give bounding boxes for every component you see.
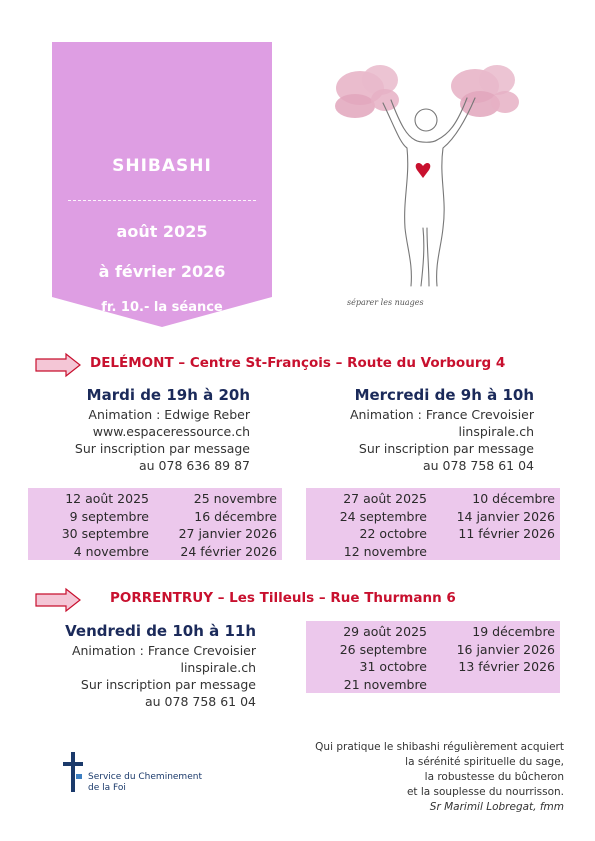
figure-drawing [325, 48, 525, 298]
dates-column-2 [436, 623, 555, 676]
date-item: 9 septembre [69, 508, 149, 524]
date-item: 21 novembre [343, 676, 427, 692]
arrow-right-icon [34, 587, 82, 613]
cross-icon [62, 750, 86, 794]
quote-line: Qui pratique le shibashi régulièrement acquiert [315, 741, 564, 753]
right-cloud-icon [451, 65, 519, 117]
date-item: 27 janvier 2026 [178, 526, 277, 541]
date-item: 4 novembre [73, 543, 149, 559]
illustration-caption: séparer les nuages [347, 298, 424, 307]
logo-line-2: de la Foi [88, 783, 126, 793]
dates-column-1 [306, 490, 427, 560]
date-item: 24 février 2026 [180, 543, 277, 559]
date-item: 22 octobre [359, 526, 427, 541]
date-item: 12 août 2025 [65, 491, 149, 506]
session-time: Vendredi de 10h à 11h [65, 622, 256, 640]
dates-column-1 [28, 490, 149, 560]
banner-title: SHIBASHI [112, 156, 212, 176]
session-inscription: Sur inscription par message [80, 677, 256, 692]
session-animator: Animation : France Crevoisier [349, 407, 534, 422]
banner-price: fr. 10.- la séance [101, 300, 223, 315]
arrow-right-icon [34, 352, 82, 378]
delemont-tuesday-info [40, 384, 250, 474]
session-phone: au 078 758 61 04 [144, 694, 256, 709]
banner-divider [68, 200, 256, 201]
date-item: 11 février 2026 [458, 526, 555, 541]
session-phone: au 078 758 61 04 [422, 458, 534, 473]
dates-column-2 [158, 490, 277, 560]
session-time: Mardi de 19h à 20h [86, 386, 250, 404]
left-cloud-icon [335, 65, 399, 118]
session-website[interactable]: linspirale.ch [180, 660, 256, 675]
quote-line: la sérénité spirituelle du sage, [405, 756, 564, 768]
date-item: 10 décembre [472, 491, 555, 506]
quote-block [270, 740, 564, 815]
session-animator: Animation : France Crevoisier [71, 643, 256, 658]
date-item: 25 novembre [193, 491, 277, 506]
session-inscription: Sur inscription par message [358, 441, 534, 456]
delemont-wednesday-info [300, 384, 534, 474]
session-inscription: Sur inscription par message [74, 441, 250, 456]
date-item: 12 novembre [343, 543, 427, 559]
date-item: 27 août 2025 [343, 491, 427, 506]
date-item: 19 décembre [472, 624, 555, 639]
heart-icon [416, 163, 431, 178]
date-item: 14 janvier 2026 [456, 508, 555, 524]
quote-line: la robustesse du bûcheron [424, 771, 564, 783]
logo-line-1: Service du Cheminement [88, 772, 202, 782]
dates-column-1 [306, 623, 427, 693]
banner-period-start: août 2025 [116, 222, 208, 241]
date-item: 24 septembre [339, 508, 427, 524]
title-banner [52, 42, 272, 327]
quote-author: Sr Marimil Lobregat, fmm [429, 801, 564, 813]
date-item: 26 septembre [339, 641, 427, 657]
logo-text [88, 772, 202, 794]
date-item: 31 octobre [359, 659, 427, 674]
session-website[interactable]: www.espaceressource.ch [92, 424, 250, 439]
banner-period-end: à février 2026 [98, 262, 226, 281]
porrentruy-friday-dates [306, 621, 560, 693]
banner-shape [52, 42, 272, 327]
session-website[interactable]: linspirale.ch [458, 424, 534, 439]
session-phone: au 078 636 89 87 [138, 458, 250, 473]
dates-column-2 [436, 490, 555, 543]
figure-outline [383, 98, 475, 286]
date-item: 16 janvier 2026 [456, 641, 555, 657]
date-item: 29 août 2025 [343, 624, 427, 639]
porrentruy-friday-info [28, 620, 256, 710]
date-item: 13 février 2026 [458, 659, 555, 674]
organization-logo [62, 750, 232, 800]
session-animator: Animation : Edwige Reber [88, 407, 250, 422]
delemont-header: DELÉMONT – Centre St-François – Route du Vorbourg 4 [90, 355, 506, 371]
porrentruy-header: PORRENTRUY – Les Tilleuls – Rue Thurmann 6 [110, 590, 456, 606]
quote-line: et la souplesse du nourrisson. [406, 786, 564, 798]
date-item: 30 septembre [61, 526, 149, 541]
date-item: 16 décembre [194, 508, 277, 524]
delemont-tuesday-dates [28, 488, 282, 560]
session-time: Mercredi de 9h à 10h [354, 386, 534, 404]
illustration [325, 48, 525, 323]
delemont-wednesday-dates [306, 488, 560, 560]
